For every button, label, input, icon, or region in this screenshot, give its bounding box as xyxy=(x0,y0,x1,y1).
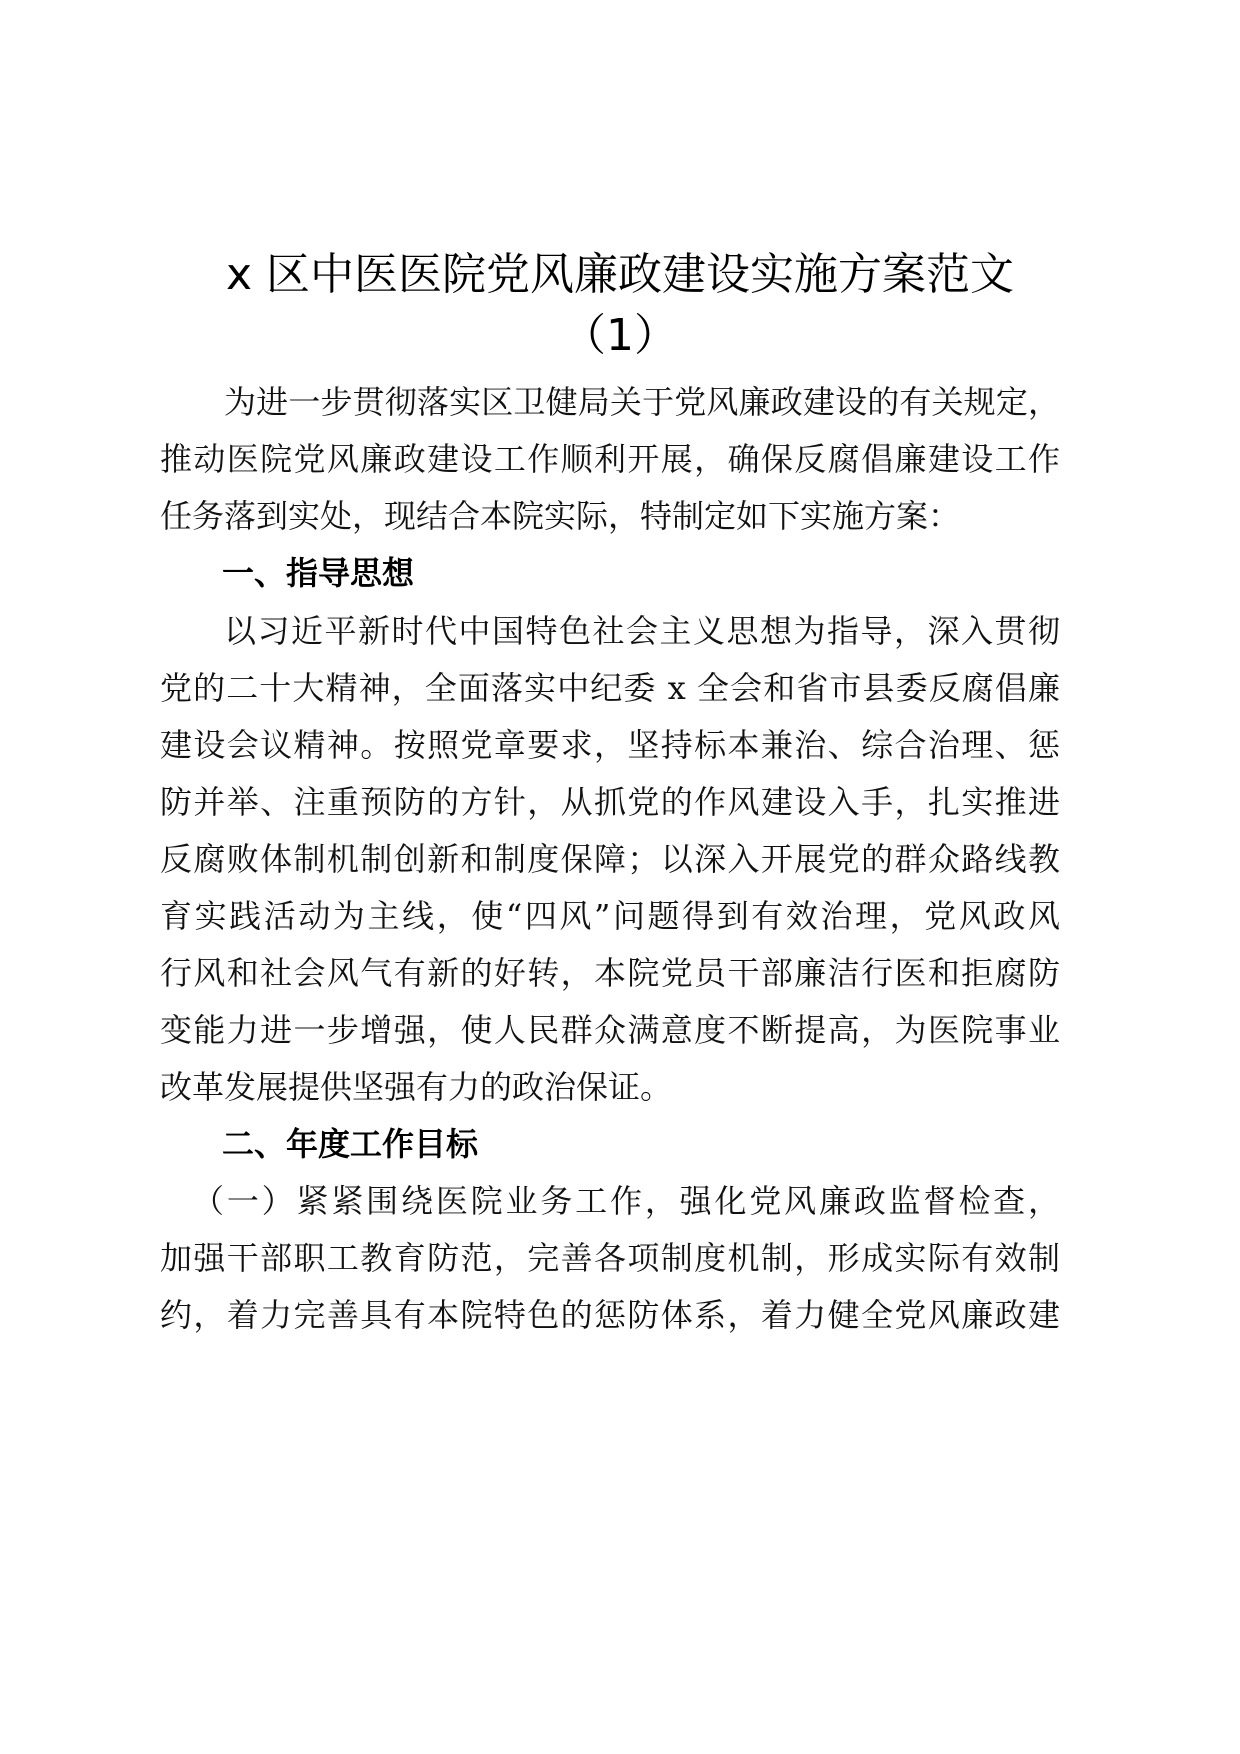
paragraph-line: 党的二十大精神，全面落实中纪委 x 全会和省市县委反腐倡廉 xyxy=(160,669,1060,707)
paragraph-line: 育实践活动为主线，使“四风”问题得到有效治理，党风政风 xyxy=(160,897,1060,935)
paragraph-line: 加强干部职工教育防范，完善各项制度机制，形成实际有效制 xyxy=(160,1239,1060,1277)
intro-line: 为进一步贯彻落实区卫健局关于党风廉政建设的有关规定， xyxy=(224,383,1060,421)
paragraph-line: 防并举、注重预防的方针，从抓党的作风建设入手，扎实推进 xyxy=(160,783,1060,821)
section-heading: 二、年度工作目标 xyxy=(222,1125,479,1163)
paragraph-line: （一）紧紧围绕医院业务工作，强化党风廉政监督检查， xyxy=(192,1182,1060,1220)
paragraph-line: 约，着力完善具有本院特色的惩防体系，着力健全党风廉政建 xyxy=(160,1296,1060,1334)
paragraph-line: 以习近平新时代中国特色社会主义思想为指导，深入贯彻 xyxy=(224,612,1060,650)
intro-line: 任务落到实处，现结合本院实际，特制定如下实施方案： xyxy=(160,497,961,535)
paragraph-line: 改革发展提供坚强有力的政治保证。 xyxy=(160,1068,673,1106)
paragraph-line: 反腐败体制机制创新和制度保障；以深入开展党的群众路线教 xyxy=(160,840,1060,878)
paragraph-line: 行风和社会风气有新的好转，本院党员干部廉洁行医和拒腐防 xyxy=(160,954,1060,992)
paragraph-line: 建设会议精神。按照党章要求，坚持标本兼治、综合治理、惩 xyxy=(160,726,1060,764)
paragraph-line: 变能力进一步增强，使人民群众满意度不断提高，为医院事业 xyxy=(160,1011,1060,1049)
intro-line: 推动医院党风廉政建设工作顺利开展，确保反腐倡廉建设工作 xyxy=(160,440,1060,478)
section-heading: 一、指导思想 xyxy=(222,554,415,592)
document-title: x 区中医医院党风廉政建设实施方案范文 xyxy=(225,249,1015,300)
document-title-number: （1） xyxy=(562,310,678,361)
